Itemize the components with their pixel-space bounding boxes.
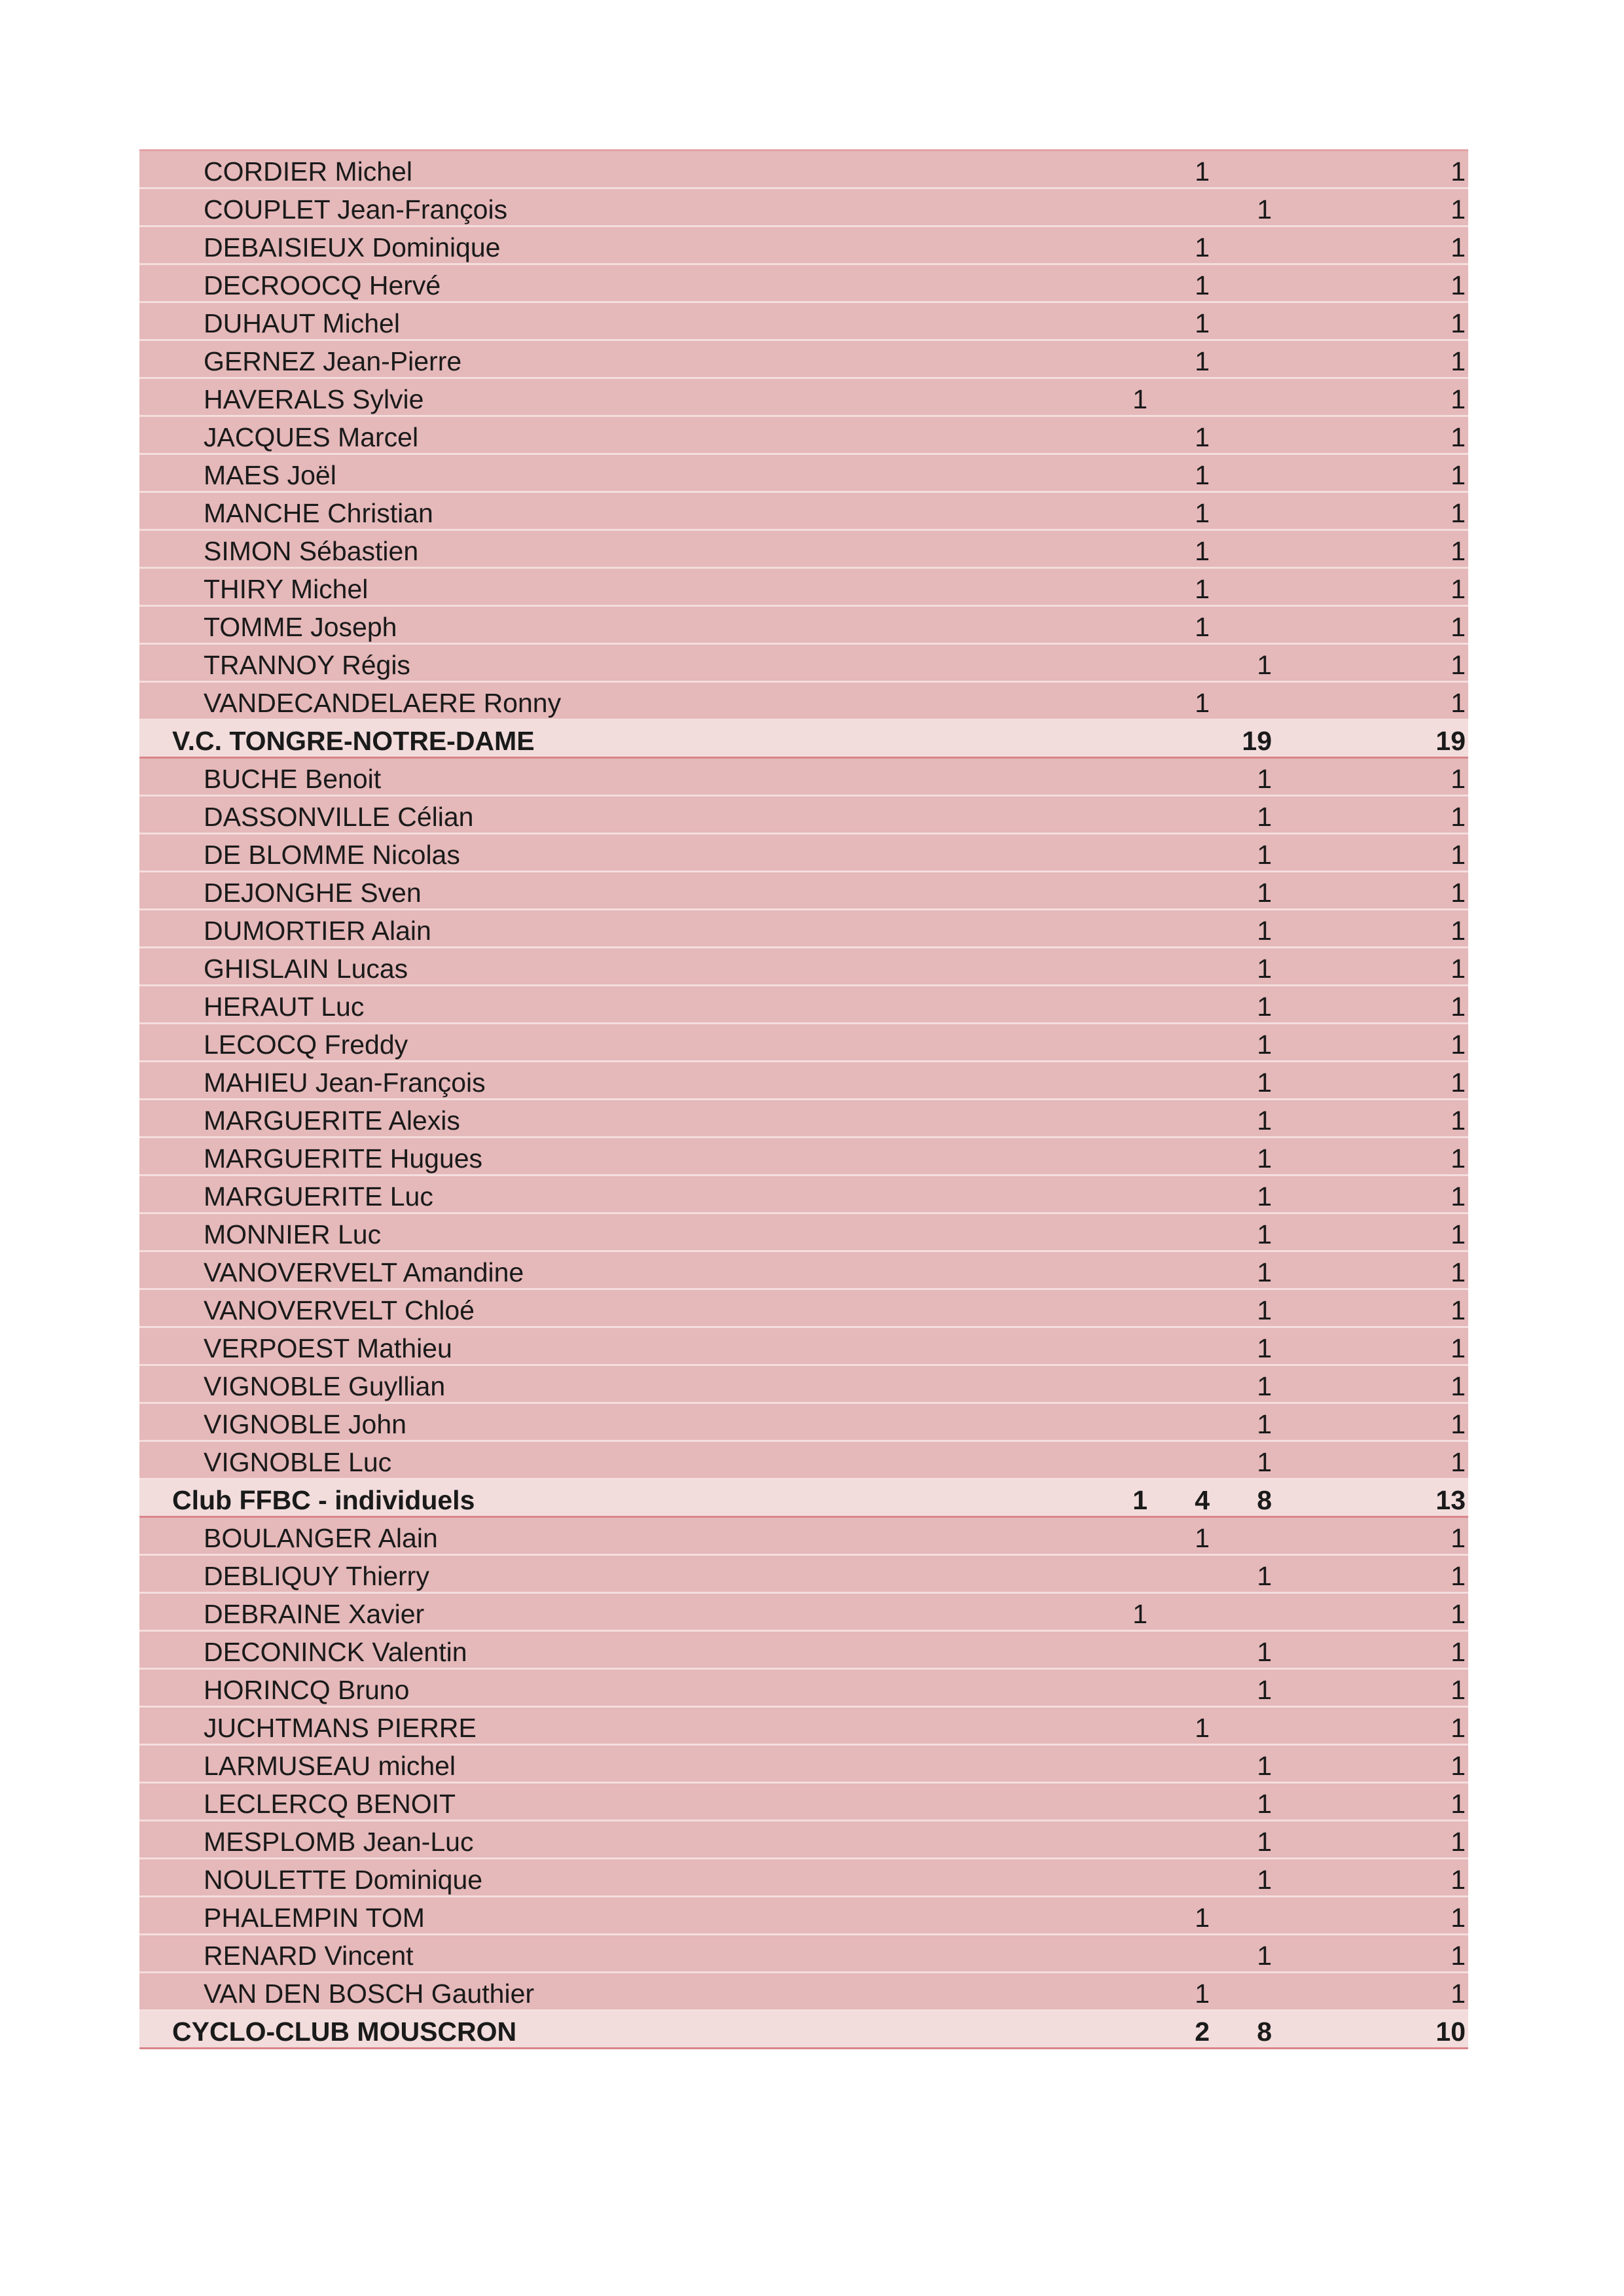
member-row (139, 1062, 1468, 1100)
count-col-2: 1 (1195, 346, 1210, 376)
member-row (139, 1328, 1468, 1366)
count-col-1: 1 (1132, 1485, 1147, 1515)
member-row (139, 759, 1468, 797)
member-name: VIGNOBLE Guyllian (204, 1371, 446, 1401)
member-row (139, 1708, 1468, 1746)
total-count: 1 (1451, 1941, 1466, 1971)
member-name: DEJONGHE Sven (204, 878, 422, 908)
count-col-2: 1 (1195, 536, 1210, 566)
member-name: VANOVERVELT Amandine (204, 1257, 524, 1287)
member-row (139, 1176, 1468, 1214)
count-col-2: 1 (1195, 1979, 1210, 2009)
count-col-3: 1 (1257, 878, 1272, 908)
total-count: 1 (1451, 1713, 1466, 1743)
member-name: DEBRAINE Xavier (204, 1599, 425, 1629)
total-count: 1 (1451, 1637, 1466, 1667)
member-row (139, 948, 1468, 986)
count-col-3: 1 (1257, 1143, 1272, 1174)
club-summary-row (139, 2011, 1468, 2049)
count-col-2: 1 (1195, 1523, 1210, 1553)
count-col-2: 1 (1195, 688, 1210, 718)
member-row (139, 986, 1468, 1024)
total-count: 1 (1451, 1561, 1466, 1591)
member-row (139, 1784, 1468, 1821)
count-col-3: 1 (1257, 1675, 1272, 1705)
member-name: TRANNOY Régis (204, 650, 410, 680)
count-col-2: 1 (1195, 308, 1210, 338)
total-count: 1 (1451, 1827, 1466, 1857)
member-name: NOULETTE Dominique (204, 1865, 483, 1895)
total-count: 1 (1451, 422, 1466, 452)
count-col-3: 1 (1257, 764, 1272, 794)
count-col-2: 1 (1195, 1713, 1210, 1743)
total-count: 1 (1451, 308, 1466, 338)
member-row (139, 1821, 1468, 1859)
member-name: JACQUES Marcel (204, 422, 419, 452)
count-col-3: 19 (1242, 726, 1272, 756)
count-col-2: 4 (1195, 1485, 1210, 1515)
member-name: VAN DEN BOSCH Gauthier (204, 1979, 535, 2009)
total-count: 1 (1451, 1030, 1466, 1060)
member-row (139, 1746, 1468, 1784)
member-name: HORINCQ Bruno (204, 1675, 410, 1705)
total-count: 1 (1451, 194, 1466, 224)
member-name: DEBLIQUY Thierry (204, 1561, 429, 1591)
total-count: 1 (1451, 1105, 1466, 1136)
count-col-3: 1 (1257, 1789, 1272, 1819)
count-col-3: 1 (1257, 1751, 1272, 1781)
member-name: DASSONVILLE Célian (204, 802, 474, 832)
member-row (139, 910, 1468, 948)
total-count: 1 (1451, 1979, 1466, 2009)
member-row (139, 1366, 1468, 1404)
count-col-1: 1 (1132, 1599, 1147, 1629)
count-col-2: 2 (1195, 2017, 1210, 2047)
member-row (139, 1859, 1468, 1897)
member-row (139, 1214, 1468, 1252)
count-col-3: 1 (1257, 1561, 1272, 1591)
member-name: MARGUERITE Alexis (204, 1105, 460, 1136)
participants-table (139, 149, 1468, 2049)
member-name: RENARD Vincent (204, 1941, 414, 1971)
total-count: 1 (1451, 1143, 1466, 1174)
count-col-3: 1 (1257, 1219, 1272, 1249)
count-col-3: 1 (1257, 840, 1272, 870)
count-col-3: 1 (1257, 1827, 1272, 1857)
count-col-3: 8 (1257, 2017, 1272, 2047)
member-name: HERAUT Luc (204, 992, 365, 1022)
member-row (139, 493, 1468, 531)
total-count: 1 (1451, 954, 1466, 984)
count-col-3: 1 (1257, 802, 1272, 832)
member-name: MAHIEU Jean-François (204, 1067, 486, 1098)
total-count: 1 (1451, 1675, 1466, 1705)
count-col-3: 1 (1257, 954, 1272, 984)
member-row (139, 189, 1468, 227)
total-count: 1 (1451, 878, 1466, 908)
member-name: SIMON Sébastien (204, 536, 419, 566)
member-row (139, 1632, 1468, 1670)
count-col-3: 1 (1257, 1409, 1272, 1439)
member-name: THIRY Michel (204, 574, 369, 604)
count-col-3: 1 (1257, 916, 1272, 946)
member-row (139, 1100, 1468, 1138)
member-row (139, 455, 1468, 493)
count-col-2: 1 (1195, 574, 1210, 604)
member-name: LECOCQ Freddy (204, 1030, 408, 1060)
total-count: 1 (1451, 688, 1466, 718)
club-name: Club FFBC - individuels (172, 1485, 475, 1515)
total-count: 19 (1435, 726, 1466, 756)
member-name: MONNIER Luc (204, 1219, 382, 1249)
member-row (139, 1670, 1468, 1708)
total-count: 1 (1451, 1751, 1466, 1781)
member-row (139, 569, 1468, 607)
count-col-3: 8 (1257, 1485, 1272, 1515)
total-count: 1 (1451, 498, 1466, 528)
count-col-2: 1 (1195, 270, 1210, 300)
count-col-3: 1 (1257, 1295, 1272, 1325)
count-col-2: 1 (1195, 156, 1210, 187)
member-name: MANCHE Christian (204, 498, 433, 528)
total-count: 1 (1451, 650, 1466, 680)
member-row (139, 872, 1468, 910)
member-name: GERNEZ Jean-Pierre (204, 346, 462, 376)
member-name: PHALEMPIN TOM (204, 1903, 425, 1933)
member-name: GHISLAIN Lucas (204, 954, 408, 984)
member-row (139, 607, 1468, 645)
member-name: DECROOCQ Hervé (204, 270, 441, 300)
member-row (139, 1556, 1468, 1594)
member-row (139, 151, 1468, 189)
member-name: TOMME Joseph (204, 612, 397, 642)
member-name: DEBAISIEUX Dominique (204, 232, 501, 262)
club-summary-row (139, 721, 1468, 759)
count-col-1: 1 (1132, 384, 1147, 414)
count-col-3: 1 (1257, 1371, 1272, 1401)
total-count: 1 (1451, 232, 1466, 262)
count-col-3: 1 (1257, 650, 1272, 680)
count-col-3: 1 (1257, 1865, 1272, 1895)
total-count: 10 (1435, 2017, 1466, 2047)
count-col-3: 1 (1257, 1447, 1272, 1477)
member-name: VERPOEST Mathieu (204, 1333, 452, 1363)
club-summary-row (139, 1480, 1468, 1518)
total-count: 1 (1451, 270, 1466, 300)
member-row (139, 1594, 1468, 1632)
count-col-2: 1 (1195, 232, 1210, 262)
member-row (139, 1935, 1468, 1973)
member-name: MARGUERITE Luc (204, 1181, 433, 1211)
count-col-3: 1 (1257, 194, 1272, 224)
count-col-3: 1 (1257, 1030, 1272, 1060)
count-col-3: 1 (1257, 1941, 1272, 1971)
total-count: 1 (1451, 802, 1466, 832)
member-name: LARMUSEAU michel (204, 1751, 456, 1781)
member-name: VIGNOBLE John (204, 1409, 406, 1439)
member-row (139, 1404, 1468, 1442)
count-col-2: 1 (1195, 460, 1210, 490)
count-col-2: 1 (1195, 1903, 1210, 1933)
member-name: HAVERALS Sylvie (204, 384, 424, 414)
total-count: 1 (1451, 916, 1466, 946)
total-count: 1 (1451, 612, 1466, 642)
member-row (139, 417, 1468, 455)
total-count: 1 (1451, 1903, 1466, 1933)
member-name: DE BLOMME Nicolas (204, 840, 460, 870)
total-count: 1 (1451, 1409, 1466, 1439)
total-count: 1 (1451, 156, 1466, 187)
total-count: 1 (1451, 1523, 1466, 1553)
total-count: 1 (1451, 1789, 1466, 1819)
total-count: 1 (1451, 840, 1466, 870)
club-name: V.C. TONGRE-NOTRE-DAME (172, 726, 535, 756)
total-count: 1 (1451, 764, 1466, 794)
total-count: 1 (1451, 536, 1466, 566)
member-name: COUPLET Jean-François (204, 194, 508, 224)
count-col-2: 1 (1195, 612, 1210, 642)
member-name: VANDECANDELAERE Ronny (204, 688, 562, 718)
count-col-3: 1 (1257, 1067, 1272, 1098)
member-row (139, 303, 1468, 341)
member-name: LECLERCQ BENOIT (204, 1789, 456, 1819)
member-name: JUCHTMANS PIERRE (204, 1713, 477, 1743)
club-name: CYCLO-CLUB MOUSCRON (172, 2017, 517, 2047)
member-row (139, 683, 1468, 721)
member-name: BOULANGER Alain (204, 1523, 438, 1553)
member-row (139, 1442, 1468, 1480)
total-count: 1 (1451, 1447, 1466, 1477)
member-row (139, 1138, 1468, 1176)
member-name: MESPLOMB Jean-Luc (204, 1827, 474, 1857)
total-count: 1 (1451, 1257, 1466, 1287)
total-count: 1 (1451, 1067, 1466, 1098)
count-col-2: 1 (1195, 422, 1210, 452)
member-name: DUHAUT Michel (204, 308, 400, 338)
member-row (139, 227, 1468, 265)
count-col-2: 1 (1195, 498, 1210, 528)
member-row (139, 379, 1468, 417)
total-count: 1 (1451, 1599, 1466, 1629)
member-row (139, 265, 1468, 303)
member-row (139, 531, 1468, 569)
member-name: DUMORTIER Alain (204, 916, 431, 946)
total-count: 1 (1451, 384, 1466, 414)
member-row (139, 341, 1468, 379)
count-col-3: 1 (1257, 1333, 1272, 1363)
member-row (139, 1518, 1468, 1556)
member-row (139, 797, 1468, 834)
total-count: 1 (1451, 1181, 1466, 1211)
total-count: 1 (1451, 1219, 1466, 1249)
total-count: 1 (1451, 1865, 1466, 1895)
member-row (139, 834, 1468, 872)
count-col-3: 1 (1257, 1257, 1272, 1287)
member-row (139, 1973, 1468, 2011)
member-name: VIGNOBLE Luc (204, 1447, 392, 1477)
total-count: 1 (1451, 574, 1466, 604)
count-col-3: 1 (1257, 1637, 1272, 1667)
member-row (139, 645, 1468, 683)
member-name: BUCHE Benoit (204, 764, 382, 794)
total-count: 1 (1451, 1295, 1466, 1325)
member-name: MAES Joël (204, 460, 336, 490)
member-row (139, 1024, 1468, 1062)
member-name: DECONINCK Valentin (204, 1637, 467, 1667)
total-count: 1 (1451, 460, 1466, 490)
member-row (139, 1252, 1468, 1290)
count-col-3: 1 (1257, 1181, 1272, 1211)
total-count: 1 (1451, 992, 1466, 1022)
count-col-3: 1 (1257, 992, 1272, 1022)
member-row (139, 1897, 1468, 1935)
member-name: VANOVERVELT Chloé (204, 1295, 475, 1325)
total-count: 1 (1451, 1371, 1466, 1401)
total-count: 1 (1451, 1333, 1466, 1363)
member-row (139, 1290, 1468, 1328)
total-count: 13 (1435, 1485, 1466, 1515)
total-count: 1 (1451, 346, 1466, 376)
count-col-3: 1 (1257, 1105, 1272, 1136)
member-name: CORDIER Michel (204, 156, 412, 187)
member-name: MARGUERITE Hugues (204, 1143, 483, 1174)
